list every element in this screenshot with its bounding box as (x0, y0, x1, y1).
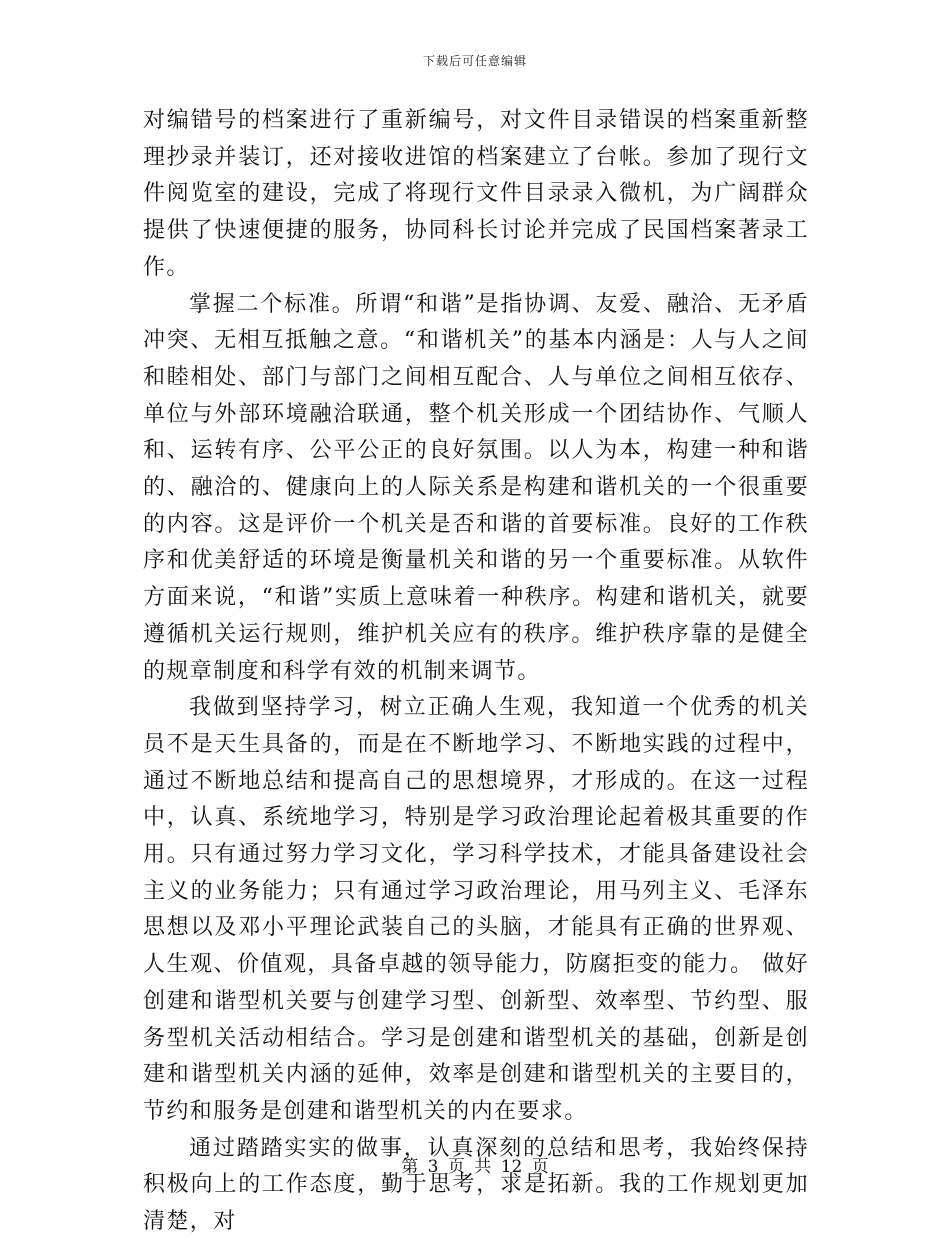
document-body (143, 103, 809, 1241)
paragraph-continuation: 对编错号的档案进行了重新编号，对文件目录错误的档案重新整理抄录并装订，还对接收进馆的档案建立了台帐。参加了现行文件阅览室的建设，完成了将现行文件目录录入微机，为广阔群众提供了快速便捷的服务，协同科长讨论并完成了民国档案著录工作。 (143, 108, 809, 280)
paragraph-summary: 通过踏踏实实的做事，认真深刻的总结和思考，我始终保持积极向上的工作态度，勤于思考，求是拓新。我的工作规划更加清楚，对 (143, 1135, 809, 1235)
page-footer-number: 第 3 页 共 12 页 (401, 1157, 549, 1177)
paragraph-standards: 掌握二个标准。所谓“和谐”是指协调、友爱、融洽、无矛盾冲突、无相互抵触之意。“和谐机关”的基本内涵是：人与人之间和睦相处、部门与部门之间相互配合、人与单位之间相互依存、单位与外部环境融洽联通，整个机关形成一个团结协作、气顺人和、运转有序、公平公正的良好氛围。以人为本，构建一种和谐的、融洽的、健康向上的人际关系是构建和谐机关的一个很重要的内容。这是评价一个机关是否和谐的首要标准。良好的工作秩序和优美舒适的环境是衡量机关和谐的另一个重要标准。从软件方面来说，“和谐”实质上意味着一种秩序。构建和谐机关，就要遵循机关运行规则，维护机关应有的秩序。维护秩序靠的是健全的规章制度和科学有效的机制来调节。 (143, 291, 809, 684)
page-header: 下载后可任意编辑 (422, 54, 527, 68)
paragraph-study: 我做到坚持学习，树立正确人生观，我知道一个优秀的机关员不是天生具备的，而是在不断地学习、不断地实践的过程中，通过不断地总结和提高自己的思想境界，才形成的。在这一过程中，认真、系统地学习，特别是学习政治理论起着极其重要的作用。只有通过努力学习文化，学习科学技术，才能具备建设社会主义的业务能力；只有通过学习政治理论，用马列主义、毛泽东思想以及邓小平理论武装自己的头脑，才能具有正确的世界观、人生观、价值观，具备卓越的领导能力，防腐拒变的能力。 做好创建和谐型机关要与创建学习型、创新型、效率型、节约型、服务型机关活动相结合。学习是创建和谐型机关的基础，创新是创建和谐型机关内涵的延伸，效率是创建和谐型机关的主要目的，节约和服务是创建和谐型机关的内在要求。 (143, 695, 809, 1124)
